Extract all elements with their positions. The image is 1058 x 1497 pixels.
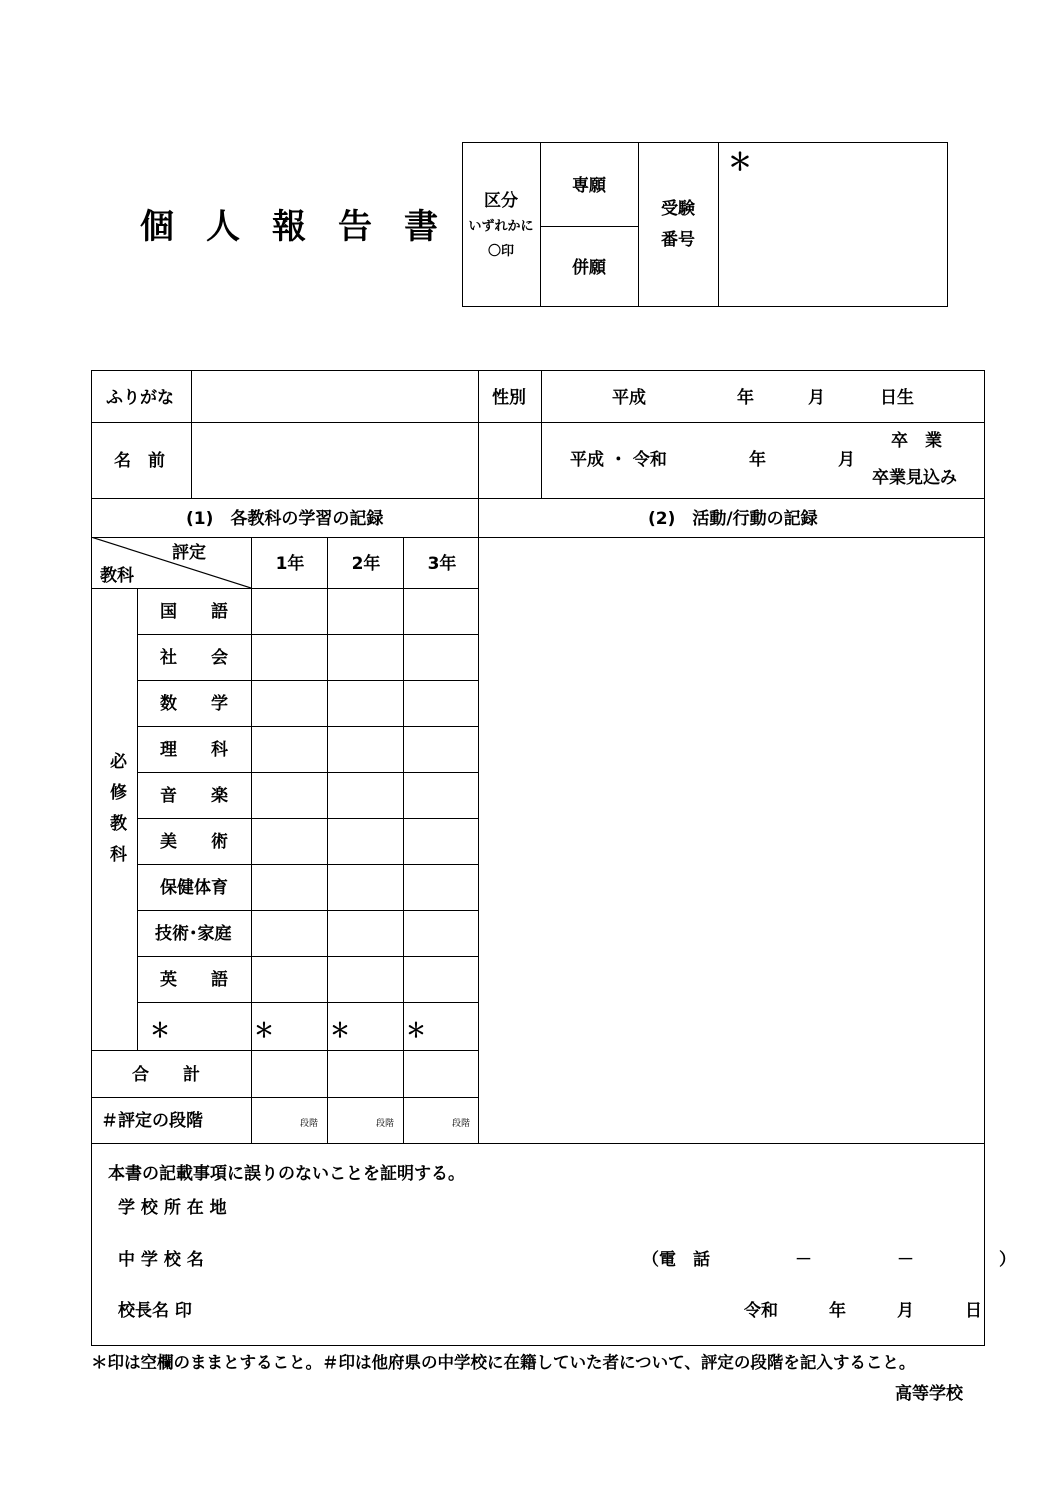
divider (137, 634, 478, 635)
kubun-label: 区分 (484, 191, 518, 211)
divider (137, 864, 478, 865)
divider (137, 1002, 478, 1003)
option-heikan[interactable]: 併願 (572, 258, 606, 278)
grad-month-label: 月 (838, 450, 855, 470)
juken-asterisk: ＊ (728, 148, 752, 176)
grad-status-expected[interactable]: 卒業見込み (872, 468, 957, 488)
divider (541, 370, 542, 498)
principal-label: 校長名 印 (118, 1301, 192, 1321)
page-title: 個人報告書 (140, 207, 470, 247)
divider (91, 1143, 985, 1144)
school-address-label: 学 校 所 在 地 (118, 1198, 227, 1218)
subject-social: 社 会 (160, 648, 228, 668)
asterisk-year-2: ＊ (330, 1018, 350, 1042)
corner-kyoka: 教科 (100, 566, 134, 586)
subject-math: 数 学 (160, 694, 228, 714)
level-unit-3: 段階 (452, 1119, 471, 1129)
year-3-header: 3年 (427, 554, 457, 574)
divider (718, 142, 719, 307)
subject-english: 英 語 (160, 970, 228, 990)
divider (91, 498, 985, 499)
school-name-label: 中 学 校 名 (118, 1250, 204, 1270)
grad-era: 平成 ・ 令和 (570, 450, 667, 470)
grad-status-graduated[interactable]: 卒 業 (891, 431, 942, 451)
gender-field[interactable] (480, 424, 540, 497)
divider (327, 537, 328, 1143)
year-1-header: 1年 (275, 554, 305, 574)
divider (91, 1097, 478, 1098)
divider (137, 956, 478, 957)
divider (137, 680, 478, 681)
asterisk-year-1: ＊ (254, 1018, 274, 1042)
divider (540, 226, 638, 227)
name-label: 名 前 (114, 451, 165, 471)
furigana-field[interactable] (193, 372, 477, 421)
subject-science: 理 科 (160, 740, 228, 760)
certification-date[interactable]: 令和 年 月 日 (744, 1301, 982, 1321)
divider (540, 142, 541, 307)
divider (478, 370, 479, 1143)
kubun-note: いずれかに (468, 219, 534, 234)
year-2-header: 2年 (351, 554, 381, 574)
subject-japanese: 国 語 (160, 602, 228, 622)
furigana-label: ふりがな (106, 388, 174, 408)
divider (251, 537, 252, 1143)
subject-tech-home: 技術･家庭 (155, 924, 232, 944)
grad-year-label: 年 (749, 450, 766, 470)
corner-hyotei: 評定 (172, 543, 206, 563)
birth-era: 平成 (612, 388, 646, 408)
birth-year-label: 年 (737, 388, 754, 408)
divider (91, 422, 985, 423)
level-unit-2: 段階 (376, 1119, 395, 1129)
divider (137, 726, 478, 727)
divider (91, 588, 478, 589)
level-unit-1: 段階 (300, 1119, 319, 1129)
kubun-note-mark: 〇印 (487, 244, 515, 259)
divider (137, 772, 478, 773)
juken-label: 受験 (661, 199, 695, 219)
juken-number-field[interactable] (720, 180, 946, 305)
birth-day-label: 日生 (880, 388, 914, 408)
name-field[interactable] (193, 424, 477, 497)
study-record-heading: (1) 各教科の学習の記録 (186, 509, 384, 529)
divider (91, 1050, 478, 1051)
divider (137, 588, 138, 1050)
level-label: ＃評定の段階 (101, 1111, 203, 1131)
certification-statement: 本書の記載事項に誤りのないことを証明する。 (108, 1164, 465, 1184)
divider (638, 142, 639, 307)
subject-pe: 保健体育 (160, 878, 228, 898)
required-subjects-label: 必修教科 (106, 752, 126, 876)
subject-music: 音 楽 (160, 786, 228, 806)
phone-field[interactable]: （電 話 － － ） (642, 1250, 1016, 1270)
divider (403, 537, 404, 1143)
juken-label-2: 番号 (661, 230, 695, 250)
activity-record-heading: (2) 活動/行動の記録 (648, 509, 818, 529)
gender-label: 性別 (492, 388, 526, 408)
divider (137, 910, 478, 911)
subject-art: 美 術 (160, 832, 228, 852)
birth-month-label: 月 (808, 388, 825, 408)
activity-record-field[interactable] (480, 539, 983, 1141)
asterisk-subject: ＊ (150, 1018, 170, 1042)
footer-note: ＊印は空欄のままとすること。＃印は他府県の中学校に在籍していた者について、評定の段階を記入すること。 (91, 1353, 916, 1372)
option-senkan[interactable]: 専願 (572, 176, 606, 196)
divider (191, 370, 192, 498)
asterisk-year-3: ＊ (406, 1018, 426, 1042)
total-label: 合 計 (132, 1065, 200, 1085)
divider (137, 818, 478, 819)
footer-school: 高等学校 (895, 1384, 963, 1404)
